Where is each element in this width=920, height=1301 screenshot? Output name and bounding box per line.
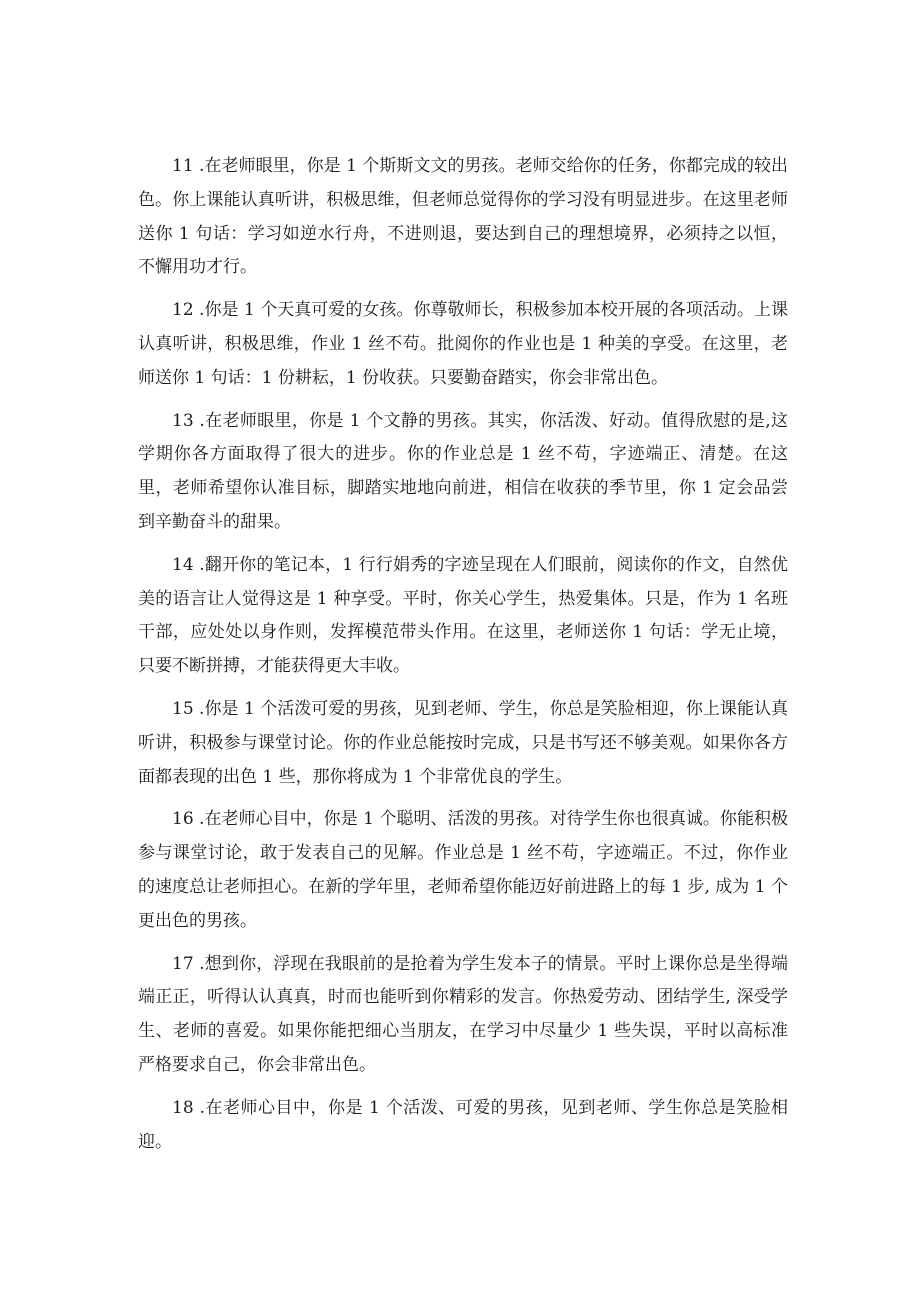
comment-paragraph-11: 11 .在老师眼里，你是 1 个斯斯文文的男孩。老师交给你的任务，你都完成的较出色。你上课能认真听讲，积极思维，但老师总觉得你的学习没有明显进步。在这里老师送你 1 句话：学习如逆水行舟，不进则退，要达到自己的理想境界，必须持之以恒，不懈用功才行。 <box>138 156 788 278</box>
comment-paragraph-16: 16 .在老师心目中，你是 1 个聪明、活泼的男孩。对待学生你也很真诚。你能积极参与课堂讨论，敢于发表自己的见解。作业总是 1 丝不苟，字迹端正。不过，你作业的速度总让老师担心。在新的学年里，老师希望你能迈好前进路上的每 1 步, 成为 1 个更出色的男孩。 <box>138 809 788 931</box>
comment-paragraph-17: 17 .想到你，浮现在我眼前的是抢着为学生发本子的情景。平时上课你总是坐得端端正正，听得认认真真，时而也能听到你精彩的发言。你热爱劳动、团结学生, 深受学生、老师的喜爱。如果你能把细心当朋友，在学习中尽量少 1 些失误，平时以高标准严格要求自己，你会非常出色。 <box>138 953 788 1075</box>
comment-paragraph-14: 14 .翻开你的笔记本，1 行行娟秀的字迹呈现在人们眼前，阅读你的作文，自然优美的语言让人觉得这是 1 种享受。平时，你关心学生，热爱集体。只是，作为 1 名班干部，应处处以身作则，发挥模范带头作用。在这里，老师送你 1 句话：学无止境，只要不断拼搏，才能获得更大丰收。 <box>138 554 788 677</box>
comment-paragraph-18: 18 .在老师心目中，你是 1 个活泼、可爱的男孩，见到老师、学生你总是笑脸相迎。 <box>138 1097 788 1152</box>
comment-paragraph-12: 12 .你是 1 个天真可爱的女孩。你尊敬师长，积极参加本校开展的各项活动。上课认真听讲，积极思维，作业 1 丝不苟。批阅你的作业也是 1 种美的享受。在这里，老师送你 1 句话：1 份耕耘，1 份收获。只要勤奋踏实，你会非常出色。 <box>138 300 788 388</box>
comment-paragraph-15: 15 .你是 1 个活泼可爱的男孩，见到老师、学生，你总是笑脸相迎，你上课能认真听讲，积极参与课堂讨论。你的作业总能按时完成，只是书写还不够美观。如果你各方面都表现的出色 1 些，那你将成为 1 个非常优良的学生。 <box>138 698 788 787</box>
comment-paragraph-13: 13 .在老师眼里，你是 1 个文静的男孩。其实，你活泼、好动。值得欣慰的是,这学期你各方面取得了很大的进步。你的作业总是 1 丝不苟，字迹端正、清楚。在这里，老师希望你认准目标，脚踏实地地向前进，相信在收获的季节里，你 1 定会品尝到辛勤奋斗的甜果。 <box>138 410 788 532</box>
document-body <box>138 150 788 1168</box>
